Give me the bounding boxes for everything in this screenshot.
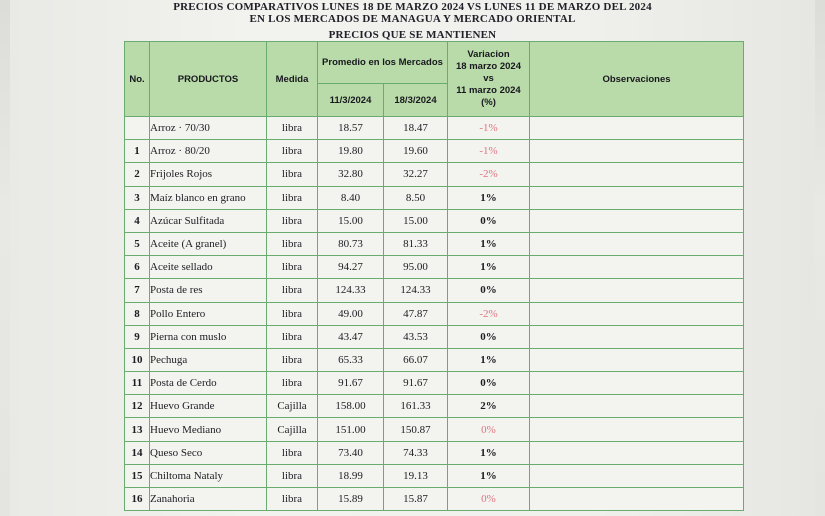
price-18-3-2024: 19.13	[384, 464, 448, 487]
price-11-3-2024: 43.47	[318, 325, 384, 348]
variation-percent: 0%	[448, 209, 530, 232]
product-name: Huevo Mediano	[150, 418, 267, 441]
unit-of-measure: libra	[267, 163, 318, 186]
product-name: Maíz blanco en grano	[150, 186, 267, 209]
price-11-3-2024: 73.40	[318, 441, 384, 464]
product-name: Pechuga	[150, 348, 267, 371]
variation-percent: 0%	[448, 372, 530, 395]
product-name: Frijoles Rojos	[150, 163, 267, 186]
header-variacion-line-5: (%)	[481, 97, 496, 108]
row-number: 16	[125, 488, 150, 511]
variation-percent: 1%	[448, 441, 530, 464]
unit-of-measure: libra	[267, 348, 318, 371]
variation-percent: 1%	[448, 186, 530, 209]
row-number: 6	[125, 256, 150, 279]
observations-cell	[530, 372, 744, 395]
price-11-3-2024: 91.67	[318, 372, 384, 395]
price-18-3-2024: 124.33	[384, 279, 448, 302]
unit-of-measure: libra	[267, 302, 318, 325]
header-observaciones: Observaciones	[530, 42, 744, 117]
product-name: Pollo Entero	[150, 302, 267, 325]
unit-of-measure: Cajilla	[267, 395, 318, 418]
variation-percent: 0%	[448, 418, 530, 441]
product-name: Zanahoria	[150, 488, 267, 511]
price-18-3-2024: 150.87	[384, 418, 448, 441]
header-no: No.	[125, 42, 150, 117]
unit-of-measure: libra	[267, 232, 318, 255]
row-number: 12	[125, 395, 150, 418]
table-row	[125, 232, 744, 255]
observations-cell	[530, 395, 744, 418]
header-variacion-line-4: 11 marzo 2024	[456, 85, 521, 96]
variation-percent: 1%	[448, 348, 530, 371]
observations-cell	[530, 418, 744, 441]
unit-of-measure: libra	[267, 256, 318, 279]
variation-percent: -1%	[448, 140, 530, 163]
header-variacion	[448, 42, 530, 117]
product-name: Posta de Cerdo	[150, 372, 267, 395]
product-name: Queso Seco	[150, 441, 267, 464]
header-medida: Medida	[267, 42, 318, 117]
table-row	[125, 302, 744, 325]
product-name: Pierna con muslo	[150, 325, 267, 348]
observations-cell	[530, 441, 744, 464]
price-11-3-2024: 49.00	[318, 302, 384, 325]
variation-percent: 0%	[448, 279, 530, 302]
price-18-3-2024: 66.07	[384, 348, 448, 371]
observations-cell	[530, 163, 744, 186]
price-11-3-2024: 15.89	[318, 488, 384, 511]
unit-of-measure: libra	[267, 117, 318, 140]
price-11-3-2024: 15.00	[318, 209, 384, 232]
table-row	[125, 348, 744, 371]
header-promedio: Promedio en los Mercados	[318, 42, 448, 84]
row-number: 1	[125, 140, 150, 163]
table-row	[125, 186, 744, 209]
price-11-3-2024: 18.99	[318, 464, 384, 487]
price-11-3-2024: 124.33	[318, 279, 384, 302]
observations-cell	[530, 488, 744, 511]
product-name: Arroz · 80/20	[150, 140, 267, 163]
table-row	[125, 140, 744, 163]
variation-percent: 0%	[448, 488, 530, 511]
price-11-3-2024: 32.80	[318, 163, 384, 186]
variation-percent: -2%	[448, 163, 530, 186]
price-18-3-2024: 8.50	[384, 186, 448, 209]
table-row	[125, 256, 744, 279]
price-18-3-2024: 43.53	[384, 325, 448, 348]
observations-cell	[530, 302, 744, 325]
price-18-3-2024: 95.00	[384, 256, 448, 279]
table-row	[125, 488, 744, 511]
table-row	[125, 441, 744, 464]
row-number: 7	[125, 279, 150, 302]
variation-percent: -2%	[448, 302, 530, 325]
variation-percent: 2%	[448, 395, 530, 418]
variation-percent: -1%	[448, 117, 530, 140]
row-number: 9	[125, 325, 150, 348]
price-11-3-2024: 94.27	[318, 256, 384, 279]
table-row	[125, 372, 744, 395]
header-date-11-3-2024: 11/3/2024	[318, 84, 384, 117]
table-row	[125, 325, 744, 348]
document-title-line-1: PRECIOS COMPARATIVOS LUNES 18 DE MARZO 2024 VS LUNES 11 DE MARZO DEL 2024	[173, 1, 652, 13]
unit-of-measure: libra	[267, 140, 318, 163]
table-row	[125, 209, 744, 232]
header-date-18-3-2024: 18/3/2024	[384, 84, 448, 117]
document-title-line-2: EN LOS MERCADOS DE MANAGUA Y MERCADO ORIENTAL	[249, 13, 576, 25]
row-number: 5	[125, 232, 150, 255]
price-18-3-2024: 15.00	[384, 209, 448, 232]
price-18-3-2024: 74.33	[384, 441, 448, 464]
header-variacion-line-2: 18 marzo 2024	[456, 61, 521, 72]
unit-of-measure: libra	[267, 441, 318, 464]
observations-cell	[530, 232, 744, 255]
unit-of-measure: libra	[267, 186, 318, 209]
price-11-3-2024: 158.00	[318, 395, 384, 418]
observations-cell	[530, 279, 744, 302]
header-productos: PRODUCTOS	[150, 42, 267, 117]
product-name: Posta de res	[150, 279, 267, 302]
product-name: Aceite (A granel)	[150, 232, 267, 255]
price-11-3-2024: 65.33	[318, 348, 384, 371]
observations-cell	[530, 117, 744, 140]
observations-cell	[530, 256, 744, 279]
unit-of-measure: libra	[267, 464, 318, 487]
price-11-3-2024: 18.57	[318, 117, 384, 140]
unit-of-measure: libra	[267, 279, 318, 302]
table-row	[125, 418, 744, 441]
row-number: 15	[125, 464, 150, 487]
row-number: 11	[125, 372, 150, 395]
price-18-3-2024: 18.47	[384, 117, 448, 140]
unit-of-measure: libra	[267, 325, 318, 348]
observations-cell	[530, 209, 744, 232]
unit-of-measure: libra	[267, 209, 318, 232]
price-11-3-2024: 151.00	[318, 418, 384, 441]
observations-cell	[530, 325, 744, 348]
document-subtitle: PRECIOS QUE SE MANTIENEN	[328, 29, 497, 41]
product-name: Aceite sellado	[150, 256, 267, 279]
row-number: 8	[125, 302, 150, 325]
observations-cell	[530, 186, 744, 209]
row-number: 10	[125, 348, 150, 371]
variation-percent: 1%	[448, 232, 530, 255]
table-row	[125, 464, 744, 487]
observations-cell	[530, 140, 744, 163]
row-number	[125, 117, 150, 140]
header-variacion-line-3: vs	[483, 73, 494, 84]
table-row	[125, 117, 744, 140]
price-comparison-table	[124, 41, 744, 511]
unit-of-measure: Cajilla	[267, 418, 318, 441]
table-row	[125, 279, 744, 302]
row-number: 3	[125, 186, 150, 209]
price-18-3-2024: 47.87	[384, 302, 448, 325]
price-18-3-2024: 91.67	[384, 372, 448, 395]
price-11-3-2024: 80.73	[318, 232, 384, 255]
variation-percent: 0%	[448, 325, 530, 348]
unit-of-measure: libra	[267, 488, 318, 511]
price-18-3-2024: 15.87	[384, 488, 448, 511]
row-number: 4	[125, 209, 150, 232]
product-name: Huevo Grande	[150, 395, 267, 418]
product-name: Chiltoma Nataly	[150, 464, 267, 487]
observations-cell	[530, 348, 744, 371]
header-variacion-line-1: Variacion	[467, 49, 510, 60]
table-body	[125, 117, 744, 511]
price-11-3-2024: 8.40	[318, 186, 384, 209]
price-11-3-2024: 19.80	[318, 140, 384, 163]
product-name: Arroz · 70/30	[150, 117, 267, 140]
row-number: 14	[125, 441, 150, 464]
price-18-3-2024: 81.33	[384, 232, 448, 255]
unit-of-measure: libra	[267, 372, 318, 395]
row-number: 13	[125, 418, 150, 441]
observations-cell	[530, 464, 744, 487]
row-number: 2	[125, 163, 150, 186]
variation-percent: 1%	[448, 256, 530, 279]
table-row	[125, 163, 744, 186]
price-18-3-2024: 32.27	[384, 163, 448, 186]
price-18-3-2024: 161.33	[384, 395, 448, 418]
variation-percent: 1%	[448, 464, 530, 487]
price-18-3-2024: 19.60	[384, 140, 448, 163]
product-name: Azúcar Sulfitada	[150, 209, 267, 232]
table-row	[125, 395, 744, 418]
